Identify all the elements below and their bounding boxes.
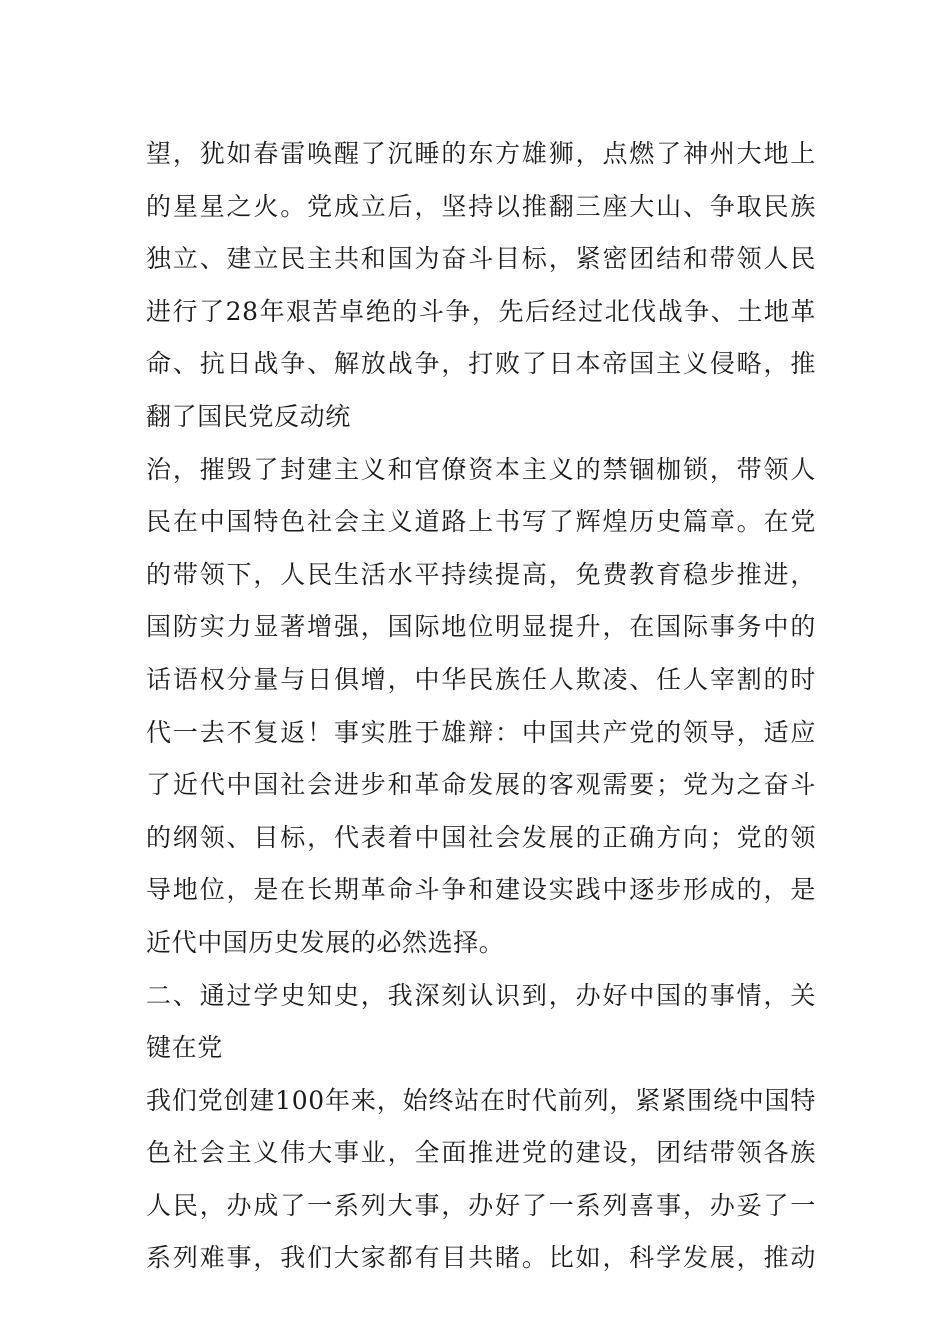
text-line: 色社会主义伟大事业，全面推进党的建设，团结带领各族: [146, 1138, 816, 1168]
text-line: 话语权分量与日俱增，中华民族任人欺凌、任人宰割的时: [146, 664, 816, 694]
text-line: 人民，办成了一系列大事，办好了一系列喜事，办妥了一: [146, 1190, 816, 1220]
text-line: 了近代中国社会进步和革命发展的客观需要；党为之奋斗: [146, 770, 816, 800]
text-line: 治，摧毁了封建主义和官僚资本主义的禁锢枷锁，带领人: [146, 454, 816, 484]
text-line: 国防实力显著增强，国际地位明显提升，在国际事务中的: [146, 612, 816, 642]
text-line: 望，犹如春雷唤醒了沉睡的东方雄狮，点燃了神州大地上: [146, 139, 816, 168]
section-heading-line: 键在党: [146, 1033, 223, 1063]
text-line: 独立、建立民主共和国为奋斗目标，紧密团结和带领人民: [146, 244, 816, 274]
section-heading-line: 二、通过学史知史，我深刻认识到，办好中国的事情，关: [146, 980, 816, 1010]
text-line: 民在中国特色社会主义道路上书写了辉煌历史篇章。在党: [146, 507, 816, 537]
text-line: 进行了28年艰苦卓绝的斗争，先后经过北伐战争、土地革: [146, 296, 816, 326]
text-line: 的纲领、目标，代表着中国社会发展的正确方向；党的领: [146, 822, 816, 852]
text-line: 导地位，是在长期革命斗争和建设实践中逐步形成的，是: [146, 875, 816, 905]
text-line: 命、抗日战争、解放战争，打败了日本帝国主义侵略，推: [146, 349, 816, 379]
text-line: 的带领下，人民生活水平持续提高，免费教育稳步推进，: [146, 559, 816, 589]
text-line: 翻了国民党反动统: [146, 401, 351, 431]
text-line: 近代中国历史发展的必然选择。: [146, 927, 505, 957]
body-text: [146, 128, 816, 1285]
text-line: 系列难事，我们大家都有目共睹。比如，科学发展，推动: [146, 1243, 816, 1273]
text-line: 的星星之火。党成立后，坚持以推翻三座大山、争取民族: [146, 191, 816, 221]
text-line: 我们党创建100年来，始终站在时代前列，紧紧围绕中国特: [146, 1085, 816, 1115]
text-line: 代一去不复返！事实胜于雄辩：中国共产党的领导，适应: [146, 717, 816, 747]
